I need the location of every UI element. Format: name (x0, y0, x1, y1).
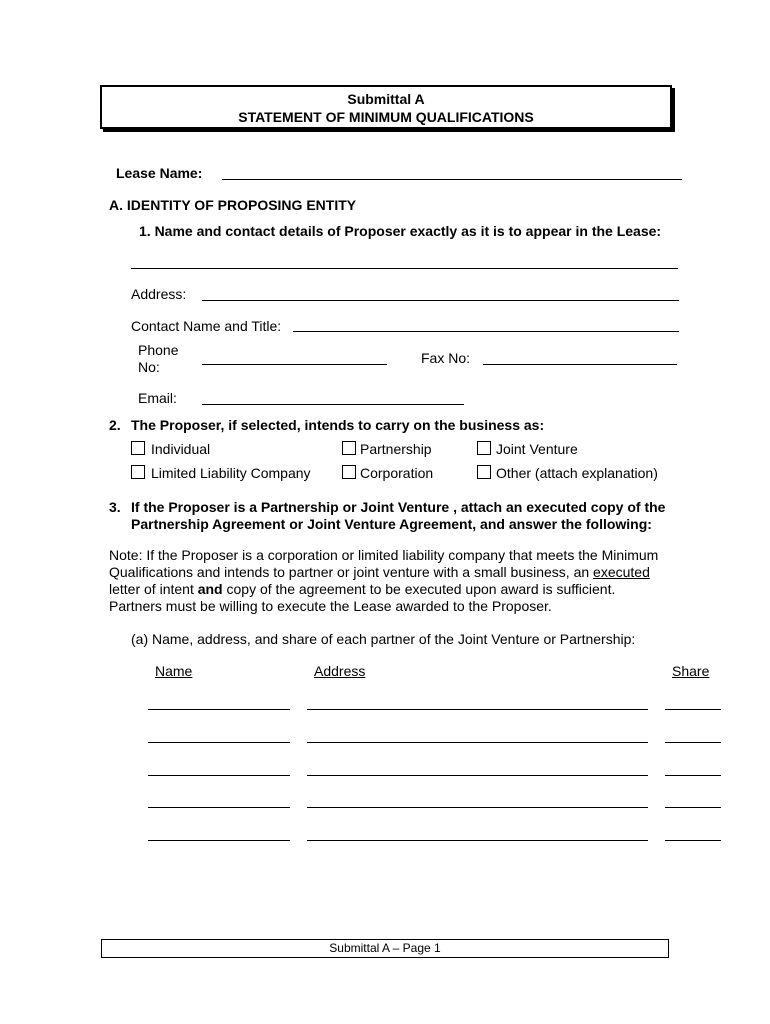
partner-share-field[interactable] (665, 709, 721, 710)
partner-name-field[interactable] (148, 807, 290, 808)
contact-field[interactable] (293, 331, 679, 332)
phone-field[interactable] (202, 364, 387, 365)
section-a-heading: A. IDENTITY OF PROPOSING ENTITY (109, 197, 357, 213)
address-field[interactable] (202, 300, 679, 301)
phone-label (138, 342, 178, 376)
partner-address-field[interactable] (307, 807, 648, 808)
partner-share-field[interactable] (665, 775, 721, 776)
individual-checkbox[interactable] (131, 441, 145, 455)
section-a-item-1: 1. Name and contact details of Proposer exactly as it is to appear in the Lease: (139, 223, 662, 239)
other-label: Other (attach explanation) (496, 465, 658, 481)
sub-item-a: (a) Name, address, and share of each partner of the Joint Venture or Partnership: (131, 631, 636, 647)
section-3-line-2: Partnership Agreement or Joint Venture Agreement, and answer the following: (131, 516, 652, 532)
partner-address-field[interactable] (307, 742, 648, 743)
form-title: Submittal A (347, 91, 425, 107)
column-header-share: Share (672, 663, 710, 679)
fax-field[interactable] (483, 364, 677, 365)
note-executed: executed (593, 564, 650, 580)
note-text-1: Note: If the Proposer is a corporation or limited liability company that meets the Minimum Qualifications and intends to partner or joint venture with a small business, an (109, 547, 659, 580)
section-2-number: 2. (109, 417, 121, 433)
partner-name-field[interactable] (148, 709, 290, 710)
partnership-checkbox[interactable] (342, 441, 356, 455)
title-box (100, 85, 672, 129)
partner-share-field[interactable] (665, 742, 721, 743)
email-label: Email: (138, 390, 177, 406)
joint-venture-checkbox[interactable] (477, 441, 491, 455)
partner-address-field[interactable] (307, 775, 648, 776)
llc-checkbox[interactable] (131, 465, 145, 479)
email-field[interactable] (202, 404, 464, 405)
note-paragraph (109, 547, 669, 615)
corporation-label: Corporation (360, 465, 434, 481)
individual-label: Individual (151, 441, 211, 457)
joint-venture-label: Joint Venture (496, 441, 578, 457)
other-checkbox[interactable] (477, 465, 491, 479)
partner-share-field[interactable] (665, 807, 721, 808)
corporation-checkbox[interactable] (342, 465, 356, 479)
column-header-name: Name (155, 663, 193, 679)
phone-label-line-1: Phone (138, 342, 179, 358)
phone-label-line-2: No: (138, 359, 160, 375)
section-3-line-1: If the Proposer is a Partnership or Joint Venture , attach an executed copy of the (131, 499, 666, 515)
partner-address-field[interactable] (307, 709, 648, 710)
lease-name-field[interactable] (222, 179, 682, 180)
fax-label: Fax No: (421, 350, 471, 366)
partner-name-field[interactable] (148, 742, 290, 743)
partner-address-field[interactable] (307, 840, 648, 841)
section-3-number: 3. (109, 499, 121, 515)
page-footer: Submittal A – Page 1 (101, 939, 669, 958)
partner-name-field[interactable] (148, 775, 290, 776)
partner-share-field[interactable] (665, 840, 721, 841)
column-header-address: Address (314, 663, 366, 679)
section-2-text: The Proposer, if selected, intends to carry on the business as: (131, 417, 545, 433)
llc-label: Limited Liability Company (151, 465, 311, 481)
lease-name-label: Lease Name: (116, 165, 203, 181)
note-text-3: copy of the agreement to be executed upon award is sufficient. Partners must be willing to execute the Lease awarded to the Proposer. (109, 581, 616, 614)
note-text-2: letter of intent (109, 581, 198, 597)
form-subtitle: STATEMENT OF MINIMUM QUALIFICATIONS (238, 109, 534, 125)
partnership-label: Partnership (360, 441, 432, 457)
partner-name-field[interactable] (148, 840, 290, 841)
proposer-name-field[interactable] (131, 268, 678, 269)
note-and: and (197, 581, 223, 597)
address-label: Address: (131, 286, 187, 302)
contact-label: Contact Name and Title: (131, 318, 282, 334)
